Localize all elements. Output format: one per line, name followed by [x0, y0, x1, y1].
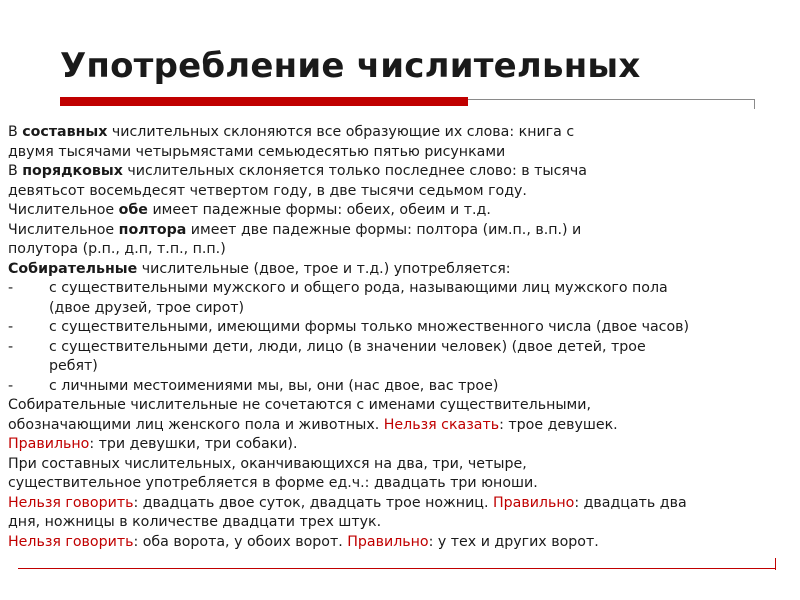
text-line: При составных числительных, оканчивающихся на два, три, четыре,	[8, 455, 527, 472]
text-line: В составных числительных склоняются все образующие их слова: книга с	[8, 124, 575, 140]
title-underline-red	[60, 97, 468, 106]
text-line: Собирательные числительные (двое, трое и т.д.) употребляется:	[8, 260, 511, 277]
bullet-dash: -	[8, 319, 14, 335]
text-line: Числительное обе имеет падежные формы: обеих, обеим и т.д.	[8, 202, 491, 218]
text-line: Числительное полтора имеет две падежные формы: полтора (им.п., в.п.) и	[8, 221, 582, 238]
bullet-item: - с личными местоимениями мы, вы, они (нас двое, вас трое)	[8, 377, 790, 397]
text-line: Нельзя говорить: оба ворота, у обоих ворот. Правильно: у тех и других ворот.	[8, 533, 599, 550]
title-rule-end-tick	[754, 99, 755, 109]
text-line: двумя тысячами четырьмястами семьюдесятью пятью рисунками	[8, 143, 506, 160]
text-line: дня, ножницы в количестве двадцати трех штук.	[8, 514, 382, 530]
bullet-item: - с существительными мужского и общего рода, называющими лиц мужского пола	[8, 279, 790, 299]
text-line: Правильно: три девушки, три собаки).	[8, 436, 298, 452]
text-line: обозначающими лиц женского пола и животных. Нельзя сказать: трое девушек.	[8, 416, 618, 433]
slide-title: Употребление числительных	[60, 46, 641, 86]
slide-body	[8, 123, 790, 552]
text-line: В порядковых числительных склоняется только последнее слово: в тысяча	[8, 163, 588, 179]
bullet-dash: -	[8, 338, 14, 355]
bullet-item: - с существительными дети, люди, лицо (в значении человек) (двое детей, трое	[8, 338, 790, 358]
bullet-dash: -	[8, 280, 14, 296]
bullet-item-continuation: ребят)	[49, 358, 98, 374]
text-line: полутора (р.п., д.п, т.п., п.п.)	[8, 241, 226, 257]
text-line: существительное употребляется в форме ед.ч.: двадцать три юноши.	[8, 475, 538, 491]
text-line: Собирательные числительные не сочетаются с именами существительными,	[8, 397, 591, 413]
bottom-rule-end-tick	[775, 558, 776, 570]
bullet-dash: -	[8, 377, 14, 394]
bullet-item: - с существительными, имеющими формы только множественного числа (двое часов)	[8, 318, 790, 338]
bullet-item-continuation: (двое друзей, трое сирот)	[49, 299, 245, 316]
bottom-rule	[18, 568, 775, 569]
text-line: Нельзя говорить: двадцать двое суток, двадцать трое ножниц. Правильно: двадцать два	[8, 494, 687, 511]
text-line: девятьсот восемьдесят четвертом году, в две тысячи седьмом году.	[8, 182, 527, 199]
